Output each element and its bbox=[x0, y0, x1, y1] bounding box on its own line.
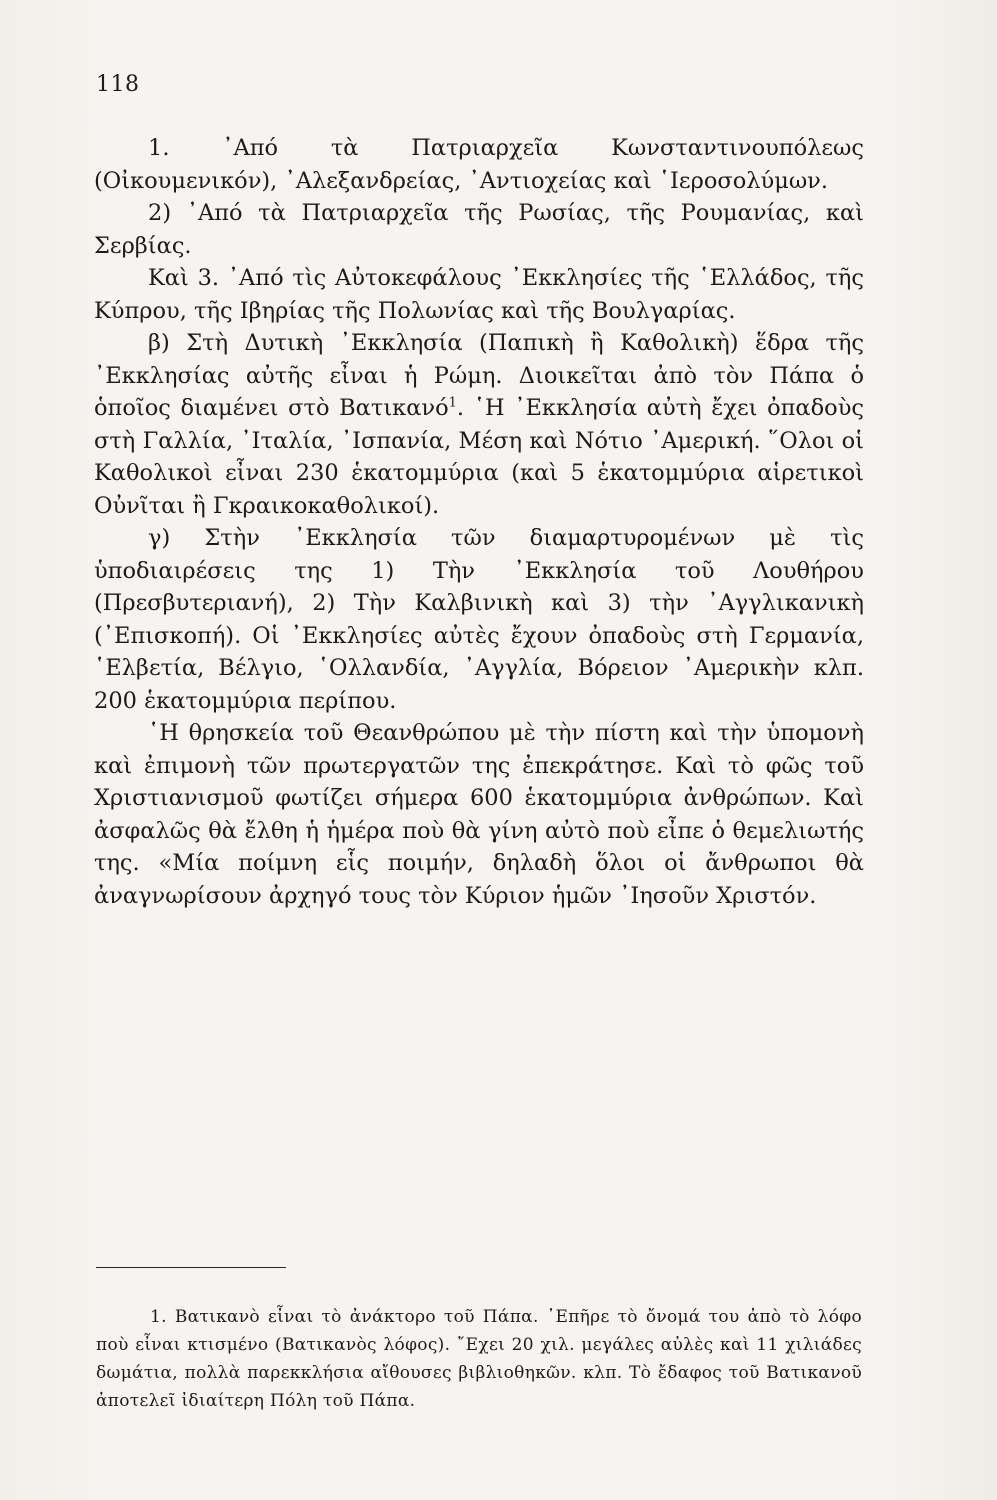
paragraph-6: ῾Η θρησκεία τοῦ Θεανθρώπου μὲ τὴν πίστη καὶ τὴν ὑπομονὴ καὶ ἐπιμονὴ τῶν πρωτεργατῶν της ἐπεκράτησε. Καὶ τὸ φῶς τοῦ Χριστιανισμοῦ φωτίζει σήμερα 600 ἑκατομμύρια ἀνθρώπων. Καὶ ἀσφαλῶς θὰ ἔλθη ἡ ἡμέρα ποὺ θὰ γίνη αὐτὸ ποὺ εἶπε ὁ θεμελιωτής της. «Μία ποίμνη εἷς ποιμήν, δηλαδὴ ὅλοι οἱ ἄνθρωποι θὰ ἀναγνωρίσουν ἀρχηγό τους τὸν Κύριον ἡμῶν ᾿Ιησοῦν Χριστόν. bbox=[94, 720, 864, 909]
footnote-separator bbox=[96, 1267, 286, 1268]
paragraph-2: 2) ᾿Από τὰ Πατριαρχεῖα τῆς Ρωσίας, τῆς Ρουμανίας, καὶ Σερβίας. bbox=[94, 200, 864, 259]
paragraph-4 bbox=[94, 327, 864, 522]
footnote-text: 1. Βατικανὸ εἶναι τὸ ἀνάκτορο τοῦ Πάπα. ᾿Επῆρε τὸ ὄνομά του ἀπὸ τὸ λόφο ποὺ εἶναι κτισμένο (Βατικανὸς λόφος). ῎Εχει 20 χιλ. μεγάλες αὐλὲς καὶ 11 χιλιάδες δωμάτια, πολλὰ παρεκκλήσια αἴθουσες βιβλιοθηκῶν. κλπ. Τὸ ἔδαφος τοῦ Βατικανοῦ ἀποτελεῖ ἰδιαίτερη Πόλη τοῦ Πάπα. bbox=[96, 1307, 862, 1411]
paragraph-1: 1. ᾿Από τὰ Πατριαρχεῖα Κωνσταντινουπόλεως (Οἰκουμενικόν), ᾿Αλεξανδρείας, ᾿Αντιοχείας καὶ ῾Ιεροσολύμων. bbox=[94, 135, 864, 194]
footnote-reference: 1 bbox=[448, 395, 457, 411]
body-text bbox=[94, 132, 864, 912]
paragraph-4-text: β) Στὴ Δυτικὴ ᾿Εκκλησία (Παπικὴ ἢ Καθολικὴ) ἕδρα τῆς ᾿Εκκλησίας αὐτῆς εἶναι ἡ Ρώμη. Διοικεῖται ἀπὸ τὸν Πάπα ὁ ὁποῖος διαμένει στὸ Βατικανό bbox=[94, 330, 864, 421]
page-number: 118 bbox=[96, 72, 140, 97]
footnote bbox=[96, 1303, 862, 1415]
paragraph-4-continued: . ῾Η ᾿Εκκλησία αὐτὴ ἔχει ὀπαδοὺς στὴ Γαλλία, ᾿Ιταλία, ᾿Ισπανία, Μέση καὶ Νότιο ᾿Αμερική. ῞Ολοι οἱ Καθολικοὶ εἶναι 230 ἑκατομμύρια (καὶ 5 ἑκατομμύρια αἱρετικοὶ Οὐνῖται ἢ Γκραικοκαθολικοί). bbox=[94, 395, 864, 519]
paragraph-3: Καὶ 3. ᾿Από τὶς Αὐτοκεφάλους ᾿Εκκλησίες τῆς ῾Ελλάδος, τῆς Κύπρου, τῆς Ιβηρίας τῆς Πολωνίας καὶ τῆς Βουλγαρίας. bbox=[94, 265, 864, 324]
paragraph-5: γ) Στὴν ᾿Εκκλησία τῶν διαμαρτυρομένων μὲ τὶς ὑποδιαιρέσεις της 1) Τὴν ᾿Εκκλησία τοῦ Λουθήρου (Πρεσβυτεριανή), 2) Τὴν Καλβινικὴ καὶ 3) τὴν ᾿Αγγλικανικὴ (᾿Επισκοπή). Οἱ ᾿Εκκλησίες αὐτὲς ἔχουν ὀπαδοὺς στὴ Γερμανία, ῾Ελβετία, Βέλγιο, ῾Ολλανδία, ᾿Αγγλία, Βόρειον ᾿Αμερικὴν κλπ. 200 ἑκατομμύρια περίπου. bbox=[94, 525, 864, 714]
